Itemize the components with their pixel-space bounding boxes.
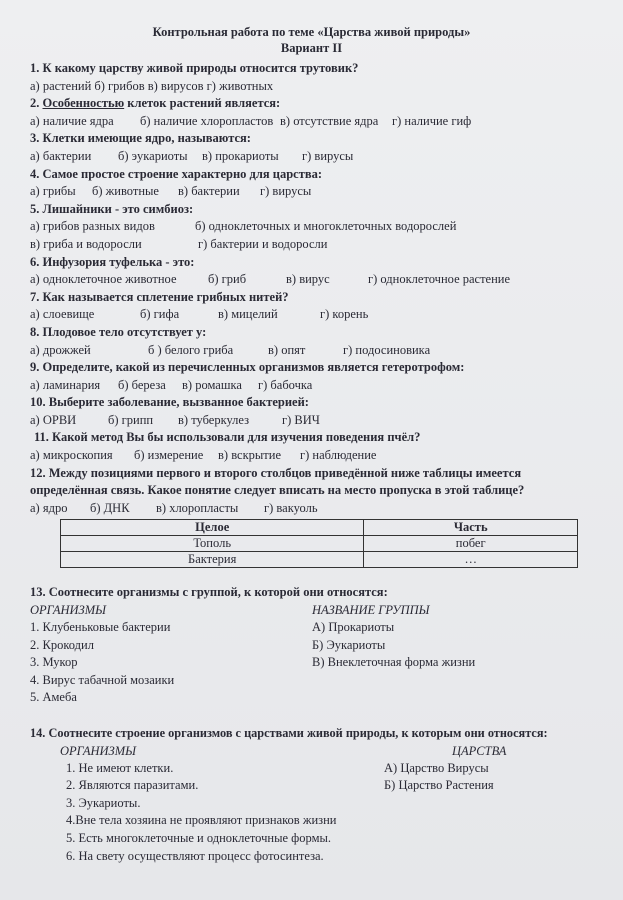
answer-option: б) одноклеточных и многоклеточных водорослей [195, 219, 457, 234]
answers-4 [30, 183, 593, 201]
column-header-kingdoms: ЦАРСТВА [452, 743, 507, 758]
organism-item: 2. Крокодил [30, 637, 94, 652]
answer-option: в) прокариоты [202, 148, 279, 163]
question-10: 10. Выберите заболевание, вызванное бактерией: [30, 395, 309, 410]
organism-item: 5. Амеба [30, 690, 77, 705]
answers-12 [30, 500, 593, 518]
answer-option: б ) белого гриба [148, 342, 234, 357]
answer-option: г) одноклеточное растение [368, 272, 511, 287]
answer-option: а) ядро [30, 500, 68, 515]
answers-3 [30, 148, 593, 166]
group-item: В) Внеклеточная форма жизни [312, 655, 476, 670]
answer-option: г) вакуоль [264, 500, 318, 515]
answer-option: в) гриба и водоросли [30, 236, 142, 251]
answer-option: в) ромашка [182, 377, 242, 392]
list-item [30, 619, 593, 637]
structure-item: 6. На свету осуществляют процесс фотосинтеза. [66, 848, 324, 863]
table-header: Целое [61, 520, 364, 536]
table-cell: Тополь [61, 536, 364, 552]
question-7: 7. Как называется сплетение грибных нитей? [30, 289, 289, 304]
answers-2 [30, 113, 593, 131]
structure-item: 3. Эукариоты. [66, 795, 141, 810]
answer-option: г) вирусы [260, 184, 312, 199]
list-item [30, 637, 593, 655]
question-2-underlined: Особенностью [42, 96, 125, 111]
question-2-num: 2. [30, 96, 40, 111]
list-item [30, 777, 593, 795]
answers-6 [30, 271, 593, 289]
answer-option: в) хлоропласты [156, 500, 239, 515]
answers-1: а) растений б) грибов в) вирусов г) животных [30, 78, 274, 93]
organism-item: 3. Мукор [30, 655, 78, 670]
answer-option: б) наличие хлоропластов [140, 113, 274, 128]
table-cell: побег [364, 536, 578, 552]
answer-option: в) туберкулез [178, 412, 250, 427]
question-1: 1. К какому царству живой природы относится трутовик? [30, 61, 359, 75]
question-2-rest: клеток растений является: [124, 96, 281, 111]
question-2 [30, 95, 593, 113]
variant-label: Вариант II [280, 41, 343, 55]
answers-7 [30, 306, 593, 324]
question-13-section [30, 584, 593, 707]
answer-option: а) ламинария [30, 377, 101, 392]
answer-option: а) слоевище [30, 307, 95, 322]
answer-option: а) ОРВИ [30, 412, 77, 427]
list-item [30, 830, 593, 848]
answer-option: а) грибов разных видов [30, 219, 155, 234]
table-row [61, 536, 578, 552]
answers-8 [30, 342, 593, 360]
question-14-headers [30, 743, 593, 760]
answers-5b [30, 236, 593, 254]
table-cell: Бактерия [61, 552, 364, 568]
answer-option: г) бактерии и водоросли [198, 236, 328, 251]
question-5: 5. Лишайники - это симбиоз: [30, 201, 194, 216]
list-item [30, 654, 593, 672]
list-item [30, 672, 593, 690]
table-header: Часть [364, 520, 578, 536]
list-item [30, 812, 593, 830]
answers-10 [30, 412, 593, 430]
question-14: 14. Соотнесите строение организмов с царствами живой природы, к которым они относятся: [30, 726, 548, 740]
structure-item: 2. Являются паразитами. [66, 778, 199, 793]
kingdom-item: А) Царство Вирусы [384, 760, 489, 775]
question-13: 13. Соотнесите организмы с группой, к которой они относятся: [30, 585, 388, 600]
answers-5a [30, 218, 593, 236]
answer-option: в) вскрытие [218, 448, 281, 463]
answer-option: б) измерение [134, 448, 204, 463]
structure-item: 1. Не имеют клетки. [66, 760, 174, 775]
column-header-organisms: ОРГАНИЗМЫ [30, 603, 107, 618]
answer-option: в) мицелий [218, 307, 278, 322]
question-12: 12. Между позициями первого и второго столбцов приведённой ниже таблицы имеется [30, 465, 522, 480]
answer-option: б) эукариоты [118, 148, 188, 163]
answer-option: г) корень [320, 307, 369, 322]
structure-item: 5. Есть многоклеточные и одноклеточные формы. [66, 830, 331, 845]
question-11: 11. Какой метод Вы бы использовали для изучения поведения пчёл? [34, 430, 421, 445]
question-6: 6. Инфузория туфелька - это: [30, 254, 195, 269]
answer-option: а) наличие ядра [30, 113, 114, 128]
group-item: А) Прокариоты [312, 620, 395, 635]
organism-item: 1. Клубеньковые бактерии [30, 620, 171, 635]
answer-option: а) одноклеточное животное [30, 272, 177, 287]
list-item [30, 848, 593, 866]
answer-option: а) дрожжей [30, 342, 91, 357]
answer-option: б) береза [118, 377, 166, 392]
answer-option: г) бабочка [258, 377, 313, 392]
organism-item: 4. Вирус табачной мозаики [30, 672, 175, 687]
list-item [30, 689, 593, 707]
answer-option: б) гриб [208, 272, 247, 287]
answer-option: г) ВИЧ [282, 412, 320, 427]
list-item [30, 760, 593, 778]
question-13-headers [30, 602, 593, 619]
question-3: 3. Клетки имеющие ядро, называются: [30, 131, 251, 146]
table-row [61, 552, 578, 568]
column-header-organisms: ОРГАНИЗМЫ [60, 743, 137, 758]
answer-option: а) микроскопия [30, 448, 113, 463]
answer-option: б) гифа [140, 307, 180, 322]
relation-table [60, 519, 578, 568]
answer-option: г) вирусы [302, 148, 354, 163]
answer-option: г) наблюдение [300, 448, 377, 463]
question-4: 4. Самое простое строение характерно для царства: [30, 166, 323, 181]
answer-option: в) бактерии [178, 184, 240, 199]
list-item [30, 795, 593, 813]
column-header-groups: НАЗВАНИЕ ГРУППЫ [312, 603, 430, 618]
answer-option: б) ДНК [90, 500, 130, 515]
question-9: 9. Определите, какой из перечисленных организмов является гетеротрофом: [30, 360, 465, 375]
kingdom-item: Б) Царство Растения [384, 778, 494, 793]
answer-option: б) грипп [108, 412, 154, 427]
page-title: Контрольная работа по теме «Царства живой природы» [152, 25, 471, 39]
answer-option: в) отсутствие ядра [280, 113, 379, 128]
structure-item: 4.Вне тела хозяина не проявляют признаков жизни [66, 813, 337, 828]
table-cell: … [364, 552, 578, 568]
answer-option: а) бактерии [30, 148, 92, 163]
answer-option: в) вирус [286, 272, 330, 287]
question-12-cont: определённая связь. Какое понятие следует вписать на место пропуска в этой таблице? [30, 483, 525, 498]
answer-option: а) грибы [30, 184, 76, 199]
answer-option: в) опят [268, 342, 306, 357]
question-14-section [30, 725, 593, 865]
table-header-row [61, 520, 578, 536]
answer-option: г) наличие гиф [392, 113, 472, 128]
question-8: 8. Плодовое тело отсутствует у: [30, 324, 207, 339]
answer-option: б) животные [92, 184, 159, 199]
answers-11 [30, 447, 593, 465]
answer-option: г) подосиновика [343, 342, 431, 357]
answers-9 [30, 377, 593, 395]
group-item: Б) Эукариоты [312, 637, 386, 652]
